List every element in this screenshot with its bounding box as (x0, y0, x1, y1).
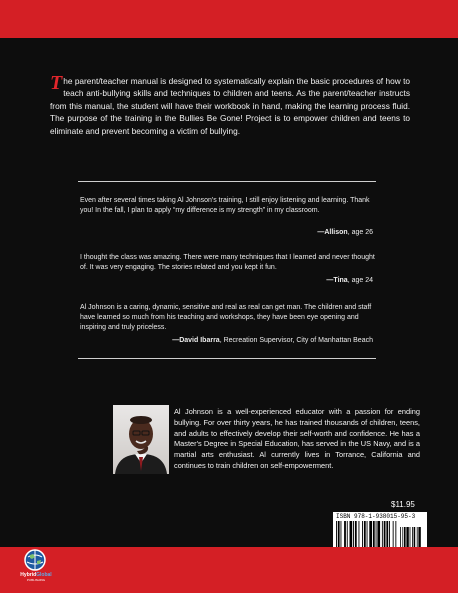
publisher-sub: PUBLISHING (26, 578, 46, 582)
drop-cap: T (50, 72, 63, 94)
testimonial-quote: I thought the class was amazing. There were many techniques that I learned and never thought of. It was very engaging. The stories related and you kept it fun. (80, 254, 375, 272)
attribution-detail: , age 24 (347, 277, 373, 284)
author-portrait-icon (113, 405, 169, 474)
globe-icon (23, 549, 47, 571)
intro-paragraph (50, 72, 410, 137)
testimonial-attribution (172, 336, 373, 346)
author-photo (113, 405, 169, 474)
author-bio: Al Johnson is a well-experienced educator with a passion for ending bullying. For over thirty years, he has trained thousands of children, teens, and adults to effectively develop their self-worth and confidence. He has a Master's Degree in Special Education, has served in the US Navy, and is a martial arts enthusiast. Al currently lives in Torrance, California and continues to train children on self-empowerment. (174, 407, 420, 470)
publisher-name-a: Hybrid (20, 572, 37, 578)
testimonial-quote: Al Johnson is a caring, dynamic, sensitive and real as real can get man. The children and staff have learned so much from his teaching and workshops, they have been eye opening and inspiring and truly priceless. (80, 304, 372, 332)
intro-text: he parent/teacher manual is designed to systematically explain the basic procedures of how to teach anti-bullying skills and techniques to children and teens. As the parent/teacher instructs from this manual, the student will have their workbook in hand, making the learning process fluid. The purpose of the training in the Bullies Be Gone! Project is to empower children and teens to eliminate and prevent becoming a victim of bullying. (50, 76, 410, 136)
testimonial-attribution (317, 228, 373, 238)
attribution-name: —David Ibarra (172, 337, 220, 344)
isbn-text: ISBN 978-1-938015-95-3 (336, 513, 416, 520)
attribution-detail: , Recreation Supervisor, City of Manhattan Beach (219, 337, 373, 344)
publisher-name-b: Global (36, 572, 52, 578)
testimonial-attribution (326, 276, 373, 286)
attribution-name: —Allison (317, 229, 348, 236)
attribution-detail: , age 26 (347, 229, 373, 236)
top-red-band (0, 0, 458, 38)
price-label: $11.95 (391, 500, 415, 509)
divider-top (78, 181, 376, 182)
bottom-red-band (0, 547, 458, 593)
publisher-logo (12, 549, 60, 585)
divider-bottom (78, 358, 376, 359)
attribution-name: —Tina (326, 277, 348, 284)
testimonial-quote: Even after several times taking Al Johnson's training, I still enjoy listening and learning. Thank you! In the fall, I plan to apply “my difference is my strength” in my classroom. (80, 197, 370, 215)
